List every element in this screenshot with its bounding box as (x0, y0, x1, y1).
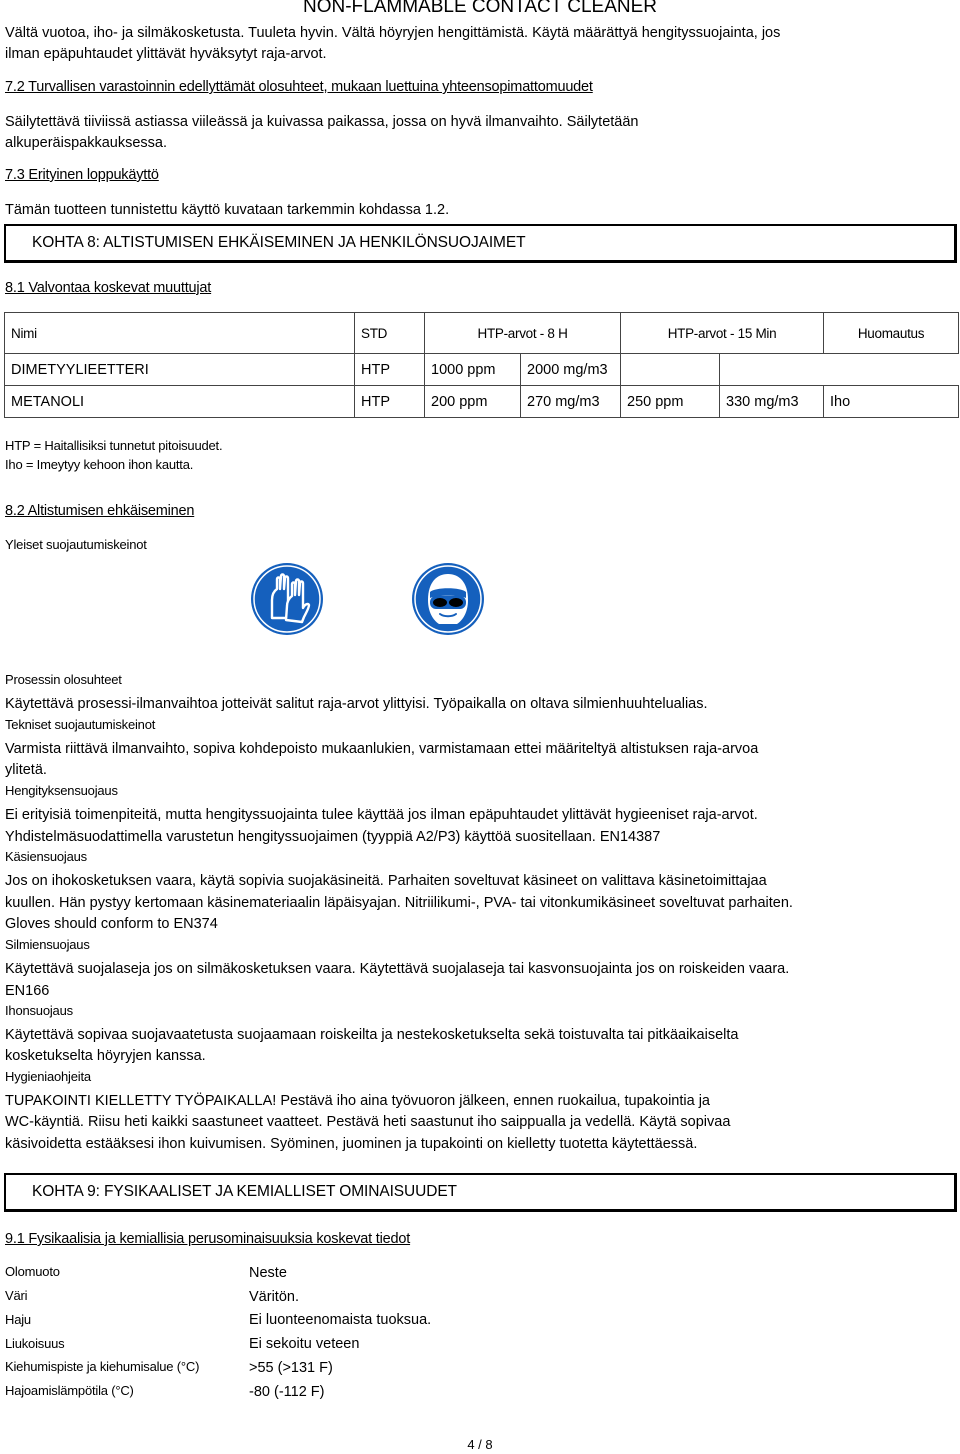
cell-htp8h-ppm: 200 ppm (425, 386, 521, 418)
subsection-8-1-heading: 8.1 Valvontaa koskevat muuttujat (5, 280, 212, 296)
eye-protection-line1: Käytettävä suojalaseja jos on silmäkosketuksen vaara. Käytettävä suojalaseja tai kasvonsuojainta jos on roiskeiden vaara. (5, 961, 790, 977)
respiratory-label: Hengityksensuojaus (5, 783, 118, 798)
subsection-7-3-heading: 7.3 Erityinen loppukäyttö (5, 167, 159, 183)
hand-protection-line1: Jos on ihokosketuksen vaara, käytä sopivia suojakäsineitä. Parhaiten soveltuvat käsineet on valittava käsinetoimittajaa (5, 873, 767, 889)
gloves-mandatory-icon (250, 562, 324, 636)
exposure-limits-table (4, 312, 959, 418)
process-conditions-text: Käytettävä prosessi-ilmanvaihtoa jotteivät salitut raja-arvot ylittyisi. Työpaikalla on oltava silmienhuuhtelualias. (5, 696, 708, 712)
property-value: Väritön. (249, 1289, 299, 1305)
cell-htp15-mgm3 (720, 354, 824, 386)
property-label: Väri (5, 1288, 28, 1303)
document-title: NON-FLAMMABLE CONTACT CLEANER (302, 0, 657, 17)
cell-name: DIMETYYLIEETTERI (5, 354, 355, 386)
subsection-9-1-heading: 9.1 Fysikaalisia ja kemiallisia perusominaisuuksia koskevat tiedot (5, 1231, 411, 1247)
hand-protection-line2: kuullen. Hän pystyy kertomaan käsinemateriaalin läpäisyajan. Nitriilikumi-, PVA- tai vitonkumikäsineet soveltuvat parhaiten. (5, 895, 793, 911)
technical-measures-line1: Varmista riittävä ilmanvaihto, sopiva kohdepoisto mukaanlukien, varmistamaan ettei määriteltyä altistuksen raja-arvoa (5, 741, 759, 757)
cell-htp15-ppm: 250 ppm (621, 386, 720, 418)
hand-protection-line3: Gloves should conform to EN374 (5, 916, 218, 932)
cell-htp15-ppm (621, 354, 720, 386)
eye-protection-line2: EN166 (5, 983, 50, 999)
respiratory-line2: Yhdistelmäsuodattimella varustetun hengityssuojaimen (tyyppiä A2/P3) käyttöä suositellaan. EN14387 (5, 829, 661, 845)
eye-protection-label: Silmiensuojaus (5, 937, 90, 952)
property-label: Kiehumispiste ja kiehumisalue (°C) (5, 1359, 200, 1374)
technical-measures-line2: ylitetä. (5, 762, 47, 778)
cell-remark (824, 354, 959, 386)
hygiene-line1: TUPAKOINTI KIELLETTY TYÖPAIKALLA! Pestävä iho aina työvuoron jälkeen, ennen ruokailua, tupakointia ja (5, 1093, 710, 1109)
property-value: >55 (>131 F) (249, 1360, 333, 1376)
skin-protection-line2: kosketukselta höyryjen kanssa. (5, 1048, 206, 1064)
col-header-htp-15min: HTP-arvot - 15 Min (621, 313, 824, 354)
cell-htp8h-mgm3: 2000 mg/m3 (521, 354, 621, 386)
table-row (5, 386, 959, 418)
property-label: Olomuoto (5, 1264, 60, 1279)
skin-protection-label: Ihonsuojaus (5, 1003, 73, 1018)
cell-name: METANOLI (5, 386, 355, 418)
technical-measures-label: Tekniset suojautumiskeinot (5, 717, 156, 732)
cell-remark: Iho (824, 386, 959, 418)
cell-std: HTP (355, 354, 425, 386)
col-header-remark: Huomautus (824, 313, 959, 354)
note-htp: HTP = Haitallisiksi tunnetut pitoisuudet. (5, 438, 223, 453)
page-number: 4 / 8 (467, 1437, 493, 1452)
property-value: -80 (-112 F) (249, 1384, 325, 1400)
note-iho: Iho = Imeytyy kehoon ihon kautta. (5, 457, 194, 472)
skin-protection-line1: Käytettävä sopivaa suojavaatetusta suojaamaan roiskeilta ja nestekosketukselta sekä toistuvalta tai pitkäaikaiselta (5, 1027, 739, 1043)
hand-protection-label: Käsiensuojaus (5, 849, 87, 864)
cell-htp15-mgm3: 330 mg/m3 (720, 386, 824, 418)
subsection-8-2-heading: 8.2 Altistumisen ehkäiseminen (5, 503, 195, 519)
end-use-text: Tämän tuotteen tunnistettu käyttö kuvataan tarkemmin kohdassa 1.2. (5, 202, 450, 218)
col-header-name: Nimi (5, 313, 355, 354)
hygiene-line3: käsivoidetta estääksesi ihon kuivumisen. Syöminen, juominen ja tupakointi on kielletty tuotetta käytettäessä. (5, 1136, 698, 1152)
section-8-header (4, 224, 957, 263)
eye-protection-mandatory-icon (411, 562, 485, 636)
col-header-htp-8h: HTP-arvot - 8 H (425, 313, 621, 354)
section-8-title: KOHTA 8: ALTISTUMISEN EHKÄISEMINEN JA HENKILÖNSUOJAIMET (32, 234, 526, 251)
hygiene-label: Hygieniaohjeita (5, 1069, 91, 1084)
table-header-row (5, 313, 959, 354)
storage-text-line1: Säilytettävä tiiviissä astiassa viileässä ja kuivassa paikassa, jossa on hyvä ilmanvaihto. Säilytetään (5, 114, 639, 130)
cell-htp8h-mgm3: 270 mg/m3 (521, 386, 621, 418)
cell-std: HTP (355, 386, 425, 418)
property-value: Ei sekoitu veteen (249, 1336, 360, 1352)
handling-text-line1: Vältä vuotoa, iho- ja silmäkosketusta. Tuuleta hyvin. Vältä höyryjen hengittämistä. Käytä määrättyä hengityssuojainta, jos (5, 25, 781, 41)
handling-text-line2: ilman epäpuhtaudet ylittävät hyväksytyt raja-arvot. (5, 46, 327, 62)
respiratory-line1: Ei erityisiä toimenpiteitä, mutta hengityssuojainta tulee käyttää jos ilman epäpuhtaudet ylittävät hygieeniset raja-arvot. (5, 807, 758, 823)
table-row (5, 354, 959, 386)
property-label: Hajoamislämpötila (°C) (5, 1383, 134, 1398)
section-9-header (4, 1173, 957, 1212)
section-9-title: KOHTA 9: FYSIKAALISET JA KEMIALLISET OMINAISUUDET (32, 1183, 457, 1200)
property-label: Haju (5, 1312, 31, 1327)
property-value: Ei luonteenomaista tuoksua. (249, 1312, 432, 1328)
storage-text-line2: alkuperäispakkauksessa. (5, 135, 168, 151)
process-conditions-label: Prosessin olosuhteet (5, 672, 122, 687)
general-protection-label: Yleiset suojautumiskeinot (5, 537, 147, 552)
subsection-7-2-heading: 7.2 Turvallisen varastoinnin edellyttämät olosuhteet, mukaan luettuina yhteensopimattomuudet (5, 79, 593, 95)
property-value: Neste (249, 1265, 287, 1281)
hygiene-line2: WC-käyntiä. Riisu heti kaikki saastuneet vaatteet. Pestävä heti saastunut iho saippualla ja vedellä. Käytä sopivaa (5, 1114, 731, 1130)
cell-htp8h-ppm: 1000 ppm (425, 354, 521, 386)
col-header-std: STD (355, 313, 425, 354)
property-label: Liukoisuus (5, 1336, 65, 1351)
